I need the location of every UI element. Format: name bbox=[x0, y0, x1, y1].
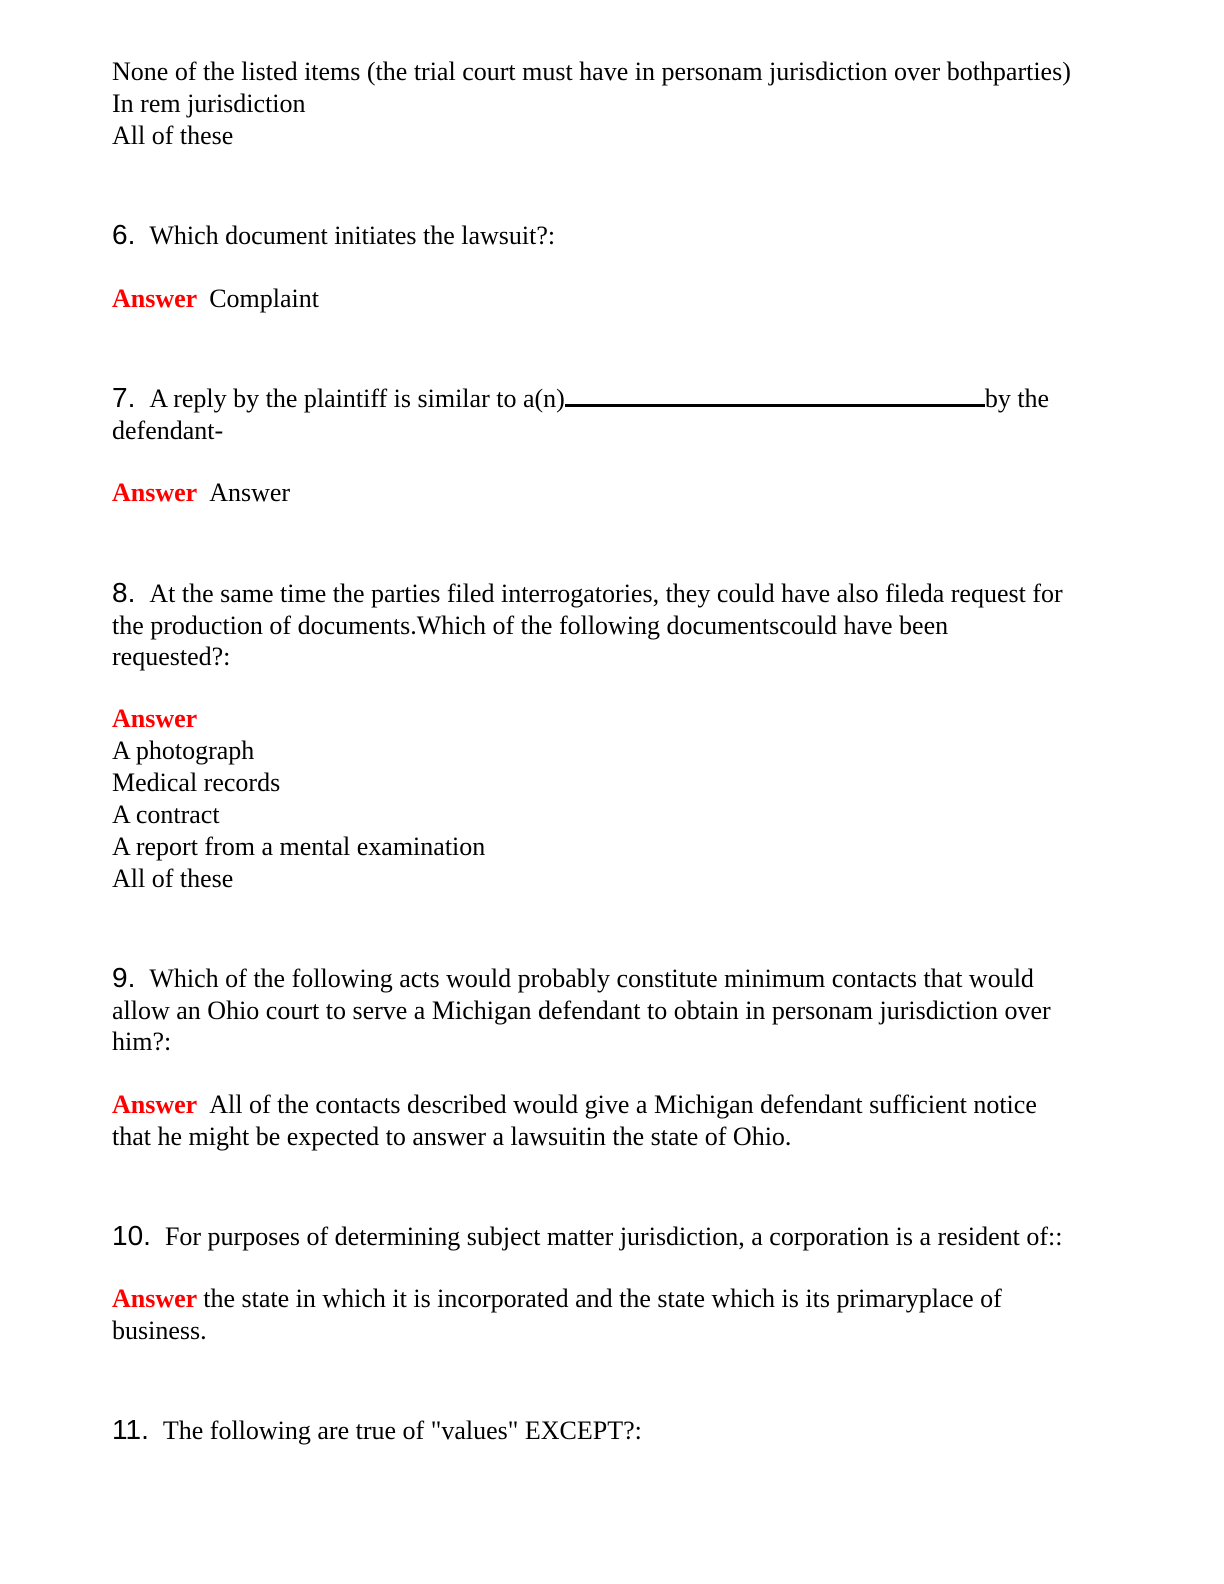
previous-question-options bbox=[112, 56, 1122, 152]
question-text: defendant- bbox=[112, 416, 224, 445]
question-6 bbox=[112, 219, 1122, 252]
answer-text: that he might be expected to answer a lawsuitin the state of Ohio. bbox=[112, 1122, 792, 1151]
question-number: 8. bbox=[112, 577, 136, 608]
option: A photograph bbox=[112, 736, 255, 765]
question-text: allow an Ohio court to serve a Michigan defendant to obtain in personam jurisdiction over bbox=[112, 995, 1051, 1025]
answer-label: Answer bbox=[112, 704, 198, 733]
option: All of these bbox=[112, 121, 234, 150]
question-text: Which of the following acts would probably constitute minimum contacts that would bbox=[149, 964, 1034, 993]
question-10 bbox=[112, 1220, 1122, 1253]
answer-text: Complaint bbox=[209, 284, 319, 313]
question-text: him?: bbox=[112, 1027, 172, 1056]
question-text: the production of documents.Which of the following documentscould have been bbox=[112, 610, 949, 640]
question-text: At the same time the parties filed interrogatories, they could have also fileda request for bbox=[149, 579, 1063, 608]
question-11 bbox=[112, 1414, 1122, 1447]
answer-10 bbox=[112, 1283, 1122, 1347]
question-8 bbox=[112, 577, 1122, 673]
answer-text: All of the contacts described would give a Michigan defendant sufficient notice bbox=[209, 1090, 1037, 1119]
question-text: Which document initiates the lawsuit?: bbox=[149, 221, 556, 250]
answer-text: the state in which it is incorporated and the state which is its primaryplace of bbox=[203, 1284, 1002, 1313]
answer-7 bbox=[112, 477, 1122, 509]
option: A report from a mental examination bbox=[112, 832, 486, 861]
option: In rem jurisdiction bbox=[112, 89, 306, 118]
answer-label: Answer bbox=[112, 284, 198, 313]
question-text: For purposes of determining subject matter jurisdiction, a corporation is a resident of:: bbox=[164, 1222, 1063, 1251]
question-9 bbox=[112, 962, 1122, 1058]
question-number: 11. bbox=[112, 1414, 149, 1445]
option: Medical records bbox=[112, 768, 281, 797]
answer-9 bbox=[112, 1089, 1122, 1153]
answer-text: business. bbox=[112, 1316, 207, 1345]
question-number: 10. bbox=[112, 1220, 151, 1251]
answer-label: Answer bbox=[112, 1090, 198, 1119]
answer-label: Answer bbox=[112, 1284, 198, 1313]
option: A contract bbox=[112, 800, 220, 829]
answer-label: Answer bbox=[112, 478, 198, 507]
option: All of these bbox=[112, 864, 234, 893]
answer-8 bbox=[112, 703, 1122, 895]
option: None of the listed items (the trial court must have in personam jurisdiction over bothparties) bbox=[112, 57, 1071, 86]
question-number: 6. bbox=[112, 219, 136, 250]
question-text: A reply by the plaintiff is similar to a(n) bbox=[149, 384, 565, 413]
question-text: The following are true of "values" EXCEPT?: bbox=[162, 1416, 642, 1445]
question-text: by the bbox=[984, 384, 1050, 413]
question-text: requested?: bbox=[112, 642, 231, 671]
question-7 bbox=[112, 382, 1122, 447]
answer-6 bbox=[112, 283, 1122, 315]
question-number: 7. bbox=[112, 382, 136, 413]
question-number: 9. bbox=[112, 962, 136, 993]
fill-in-blank bbox=[565, 382, 985, 407]
answer-text: Answer bbox=[209, 478, 291, 507]
